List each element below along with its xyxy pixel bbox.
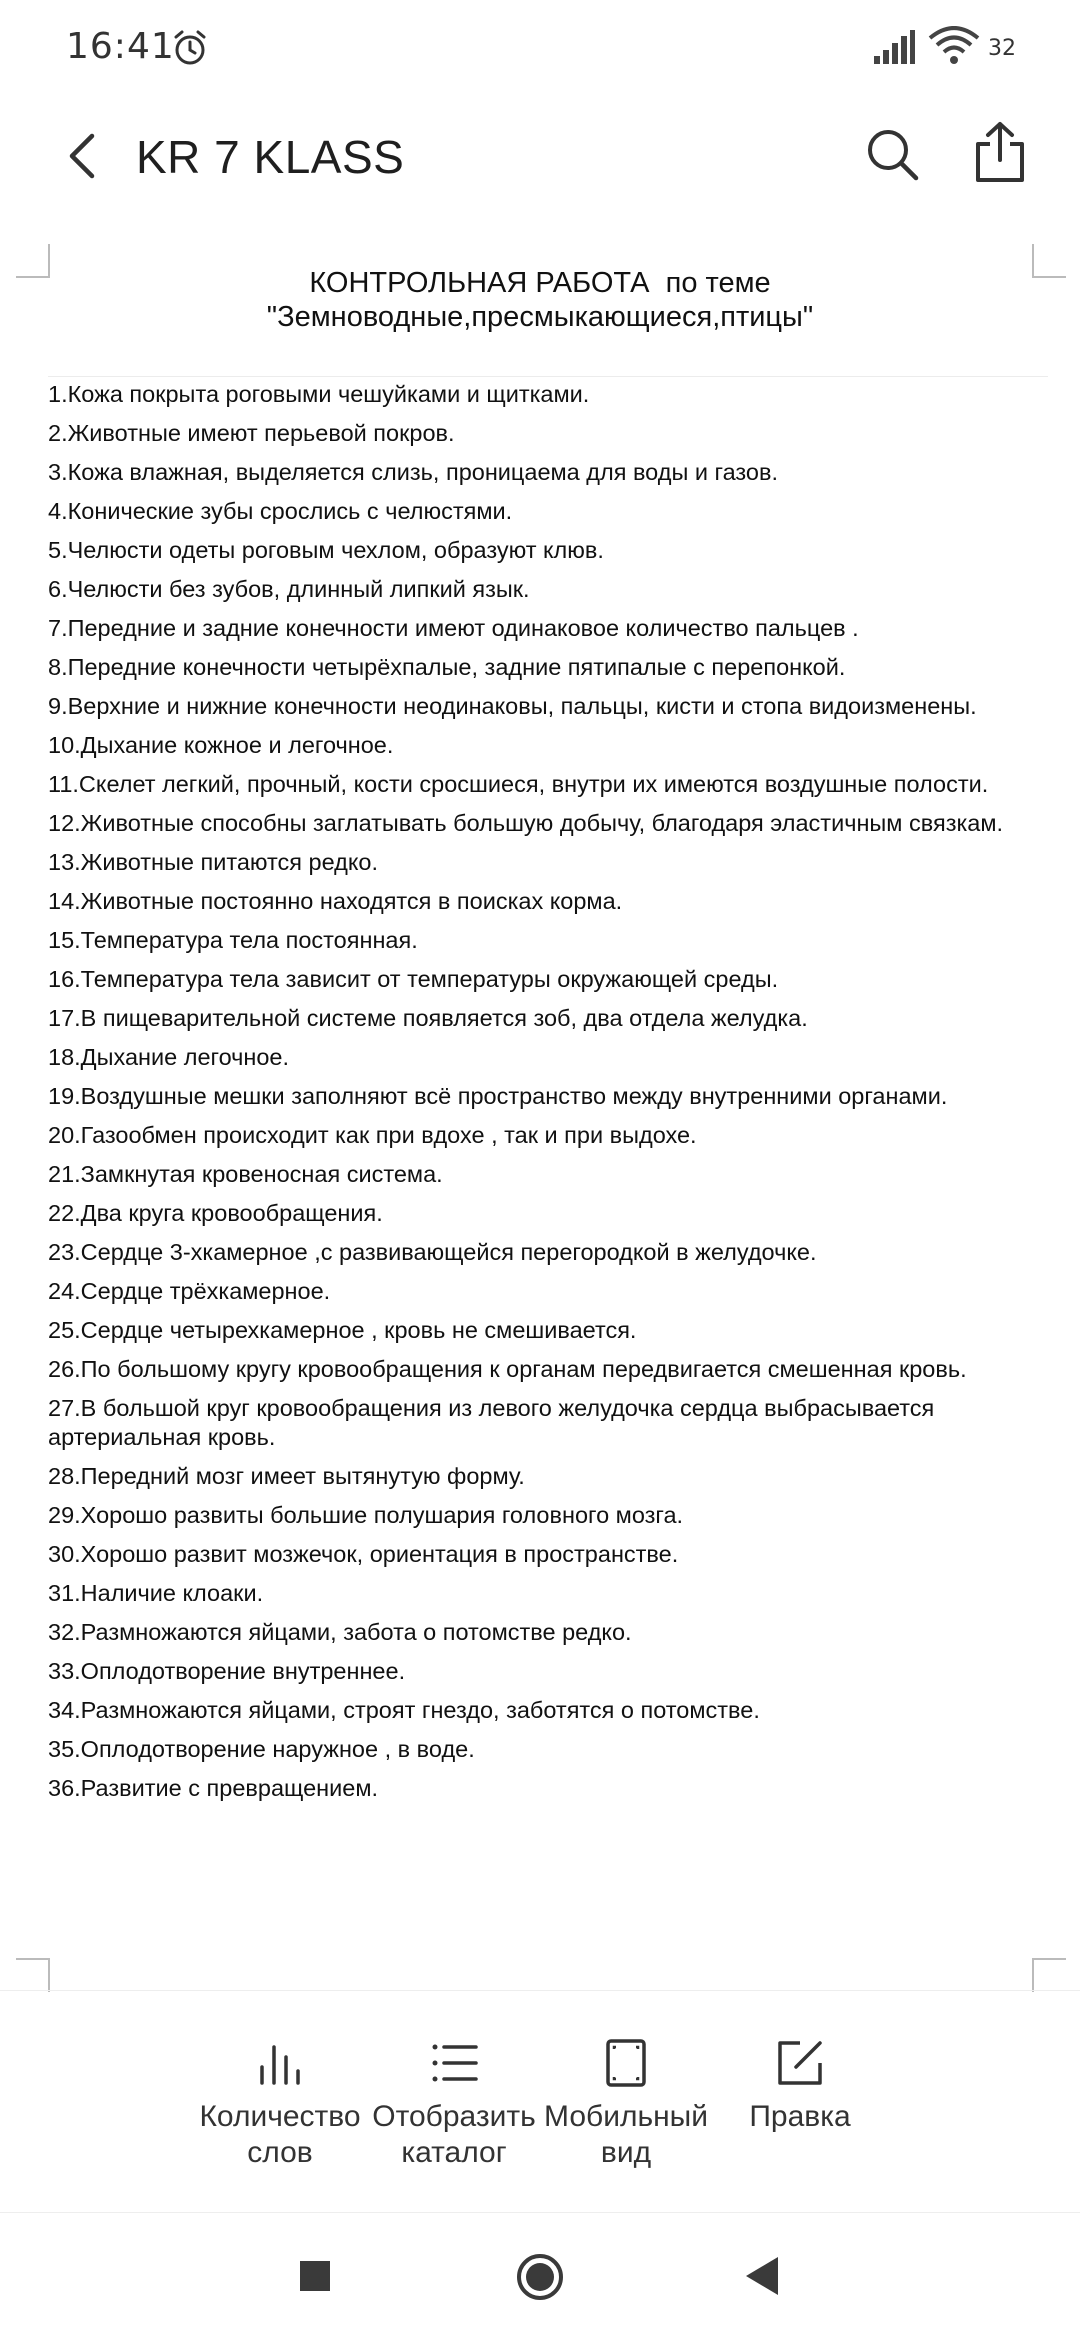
list-item: 35.Оплодотворение наружное , в воде. xyxy=(48,1736,475,1762)
list-item: 17.В пищеварительной системе появляется зоб, два отдела желудка. xyxy=(48,1005,808,1031)
heading-line: "Земноводные,пресмыкающиеся,птицы" xyxy=(266,301,814,333)
recents-icon[interactable] xyxy=(300,2261,330,2291)
heading-line: КОНТРОЛЬНАЯ РАБОТА по теме xyxy=(309,267,771,299)
list-item: 8.Передние конечности четырёхпалые, задние пятипалые с перепонкой. xyxy=(48,654,846,680)
list-item: 3.Кожа влажная, выделяется слизь, проницаема для воды и газов. xyxy=(48,459,778,485)
list-item: 4.Конические зубы срослись с челюстями. xyxy=(48,498,513,524)
list-item: 30.Хорошо развит мозжечок, ориентация в пространстве. xyxy=(48,1541,679,1567)
list-item: 14.Животные постоянно находятся в поисках корма. xyxy=(48,888,623,914)
list-item: 2.Животные имеют перьевой покров. xyxy=(48,420,455,446)
list-item: 18.Дыхание легочное. xyxy=(48,1044,290,1070)
frame-icon xyxy=(600,2037,652,2089)
list-item: 21.Замкнутая кровеносная система. xyxy=(48,1161,443,1187)
list-item: 22.Два круга кровообращения. xyxy=(48,1200,383,1226)
list-item: 31.Наличие клоаки. xyxy=(48,1580,264,1606)
list-item: 23.Сердце 3-хкамерное ,с развивающейся перегородкой в желудочке. xyxy=(48,1239,817,1265)
list-item: 19.Воздушные мешки заполняют всё пространство между внутренними органами. xyxy=(48,1083,948,1109)
chevron-left-icon[interactable] xyxy=(56,126,112,186)
toolbar-label: Мобильный вид xyxy=(544,2100,708,2169)
list-item: 25.Сердце четырехкамерное , кровь не смешивается. xyxy=(48,1317,637,1343)
page-corner-mark xyxy=(16,1958,50,1992)
wifi-icon xyxy=(928,26,980,66)
list-item: 13.Животные питаются редко. xyxy=(48,849,379,875)
edit-icon xyxy=(774,2037,826,2089)
list-item: 24.Сердце трёхкамерное. xyxy=(48,1278,331,1304)
toolbar-label: Правка xyxy=(749,2100,851,2133)
divider xyxy=(48,376,1048,377)
status-time: 16:41 xyxy=(66,26,175,67)
list-item: 10.Дыхание кожное и легочное. xyxy=(48,732,394,758)
list-item: 28.Передний мозг имеет вытянутую форму. xyxy=(48,1463,525,1489)
battery-level: 32 xyxy=(988,36,1016,61)
status-bar xyxy=(0,0,1080,100)
signal-icon xyxy=(872,30,916,66)
list-item: 34.Размножаются яйцами, строят гнездо, заботятся о потомстве. xyxy=(48,1697,760,1723)
document-title: KR 7 KLASS xyxy=(136,131,405,183)
list-item: 11.Скелет легкий, прочный, кости сросшиеся, внутри их имеются воздушные полости. xyxy=(48,771,989,797)
list-item: 20.Газообмен происходит как при вдохе , так и при выдохе. xyxy=(48,1122,697,1148)
share-icon[interactable] xyxy=(970,120,1030,184)
list-item: 27.В большой круг кровообращения из левого желудочка сердца выбрасывается артериальная кровь. xyxy=(48,1395,935,1450)
list-icon xyxy=(428,2037,480,2089)
list-item: 5.Челюсти одеты роговым чехлом, образуют клюв. xyxy=(48,537,604,563)
list-item: 6.Челюсти без зубов, длинный липкий язык. xyxy=(48,576,530,602)
list-item: 26.По большому кругу кровообращения к органам передвигается смешенная кровь. xyxy=(48,1356,967,1382)
app-bar xyxy=(0,100,1080,210)
search-icon[interactable] xyxy=(862,124,922,184)
toolbar-label: Отобразить каталог xyxy=(372,2100,536,2169)
back-icon[interactable] xyxy=(744,2255,780,2297)
page-corner-mark xyxy=(1032,1958,1066,1992)
bottom-toolbar xyxy=(0,1990,1080,2211)
system-nav-bar xyxy=(0,2212,1080,2341)
show-catalog-button[interactable] xyxy=(364,1991,544,2211)
list-item: 15.Температура тела постоянная. xyxy=(48,927,418,953)
bar-chart-icon xyxy=(254,2037,306,2089)
home-icon[interactable] xyxy=(516,2253,564,2301)
word-count-button[interactable] xyxy=(190,1991,370,2211)
list-item: 16.Температура тела зависит от температуры окружающей среды. xyxy=(48,966,779,992)
list-item: 12.Животные способны заглатывать большую добычу, благодаря эластичным связкам. xyxy=(48,810,1004,836)
alarm-icon xyxy=(170,28,210,68)
document-page[interactable] xyxy=(0,230,1080,1990)
edit-button[interactable] xyxy=(710,1991,890,2211)
mobile-view-button[interactable] xyxy=(536,1991,716,2211)
list-item: 7.Передние и задние конечности имеют одинаковое количество пальцев . xyxy=(48,615,859,641)
list-item: 32.Размножаются яйцами, забота о потомстве редко. xyxy=(48,1619,632,1645)
list-item: 9.Верхние и нижние конечности неодинаковы, пальцы, кисти и стопа видоизменены. xyxy=(48,693,977,719)
list-item: 36.Развитие с превращением. xyxy=(48,1775,379,1801)
document-heading xyxy=(40,266,1040,334)
list-item: 1.Кожа покрыта роговыми чешуйками и щитками. xyxy=(48,381,590,407)
list-item: 29.Хорошо развиты большие полушария головного мозга. xyxy=(48,1502,684,1528)
toolbar-label: Количество слов xyxy=(199,2100,361,2169)
question-list xyxy=(48,380,1038,1813)
list-item: 33.Оплодотворение внутреннее. xyxy=(48,1658,406,1684)
